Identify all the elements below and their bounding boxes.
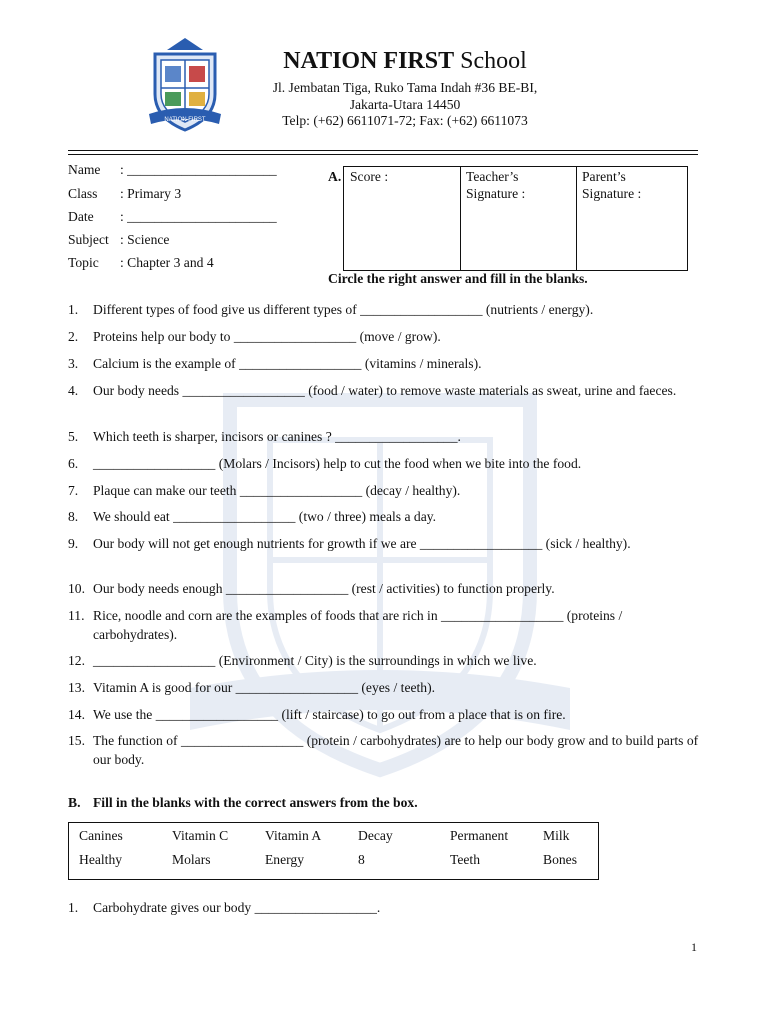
question-text: Plaque can make our teeth __________________ (decay / healthy). <box>93 483 461 498</box>
info-label: Date <box>68 209 94 224</box>
question-item <box>68 300 708 319</box>
word-bank-item: Healthy <box>79 852 123 867</box>
question-item <box>68 606 708 644</box>
header-rule-thin <box>68 154 698 155</box>
word-bank-item: Energy <box>265 852 305 867</box>
question-text: Carbohydrate gives our body __________________. <box>93 900 381 915</box>
score-signature-box <box>343 166 688 271</box>
question-text: Different types of food give us different types of __________________ (nutrients / energy). <box>93 302 594 317</box>
info-value: : Chapter 3 and 4 <box>120 255 214 270</box>
score-box-divider <box>576 167 577 270</box>
question-item <box>68 481 708 500</box>
question-item <box>68 454 708 473</box>
question-item <box>68 731 708 769</box>
question-number: 2. <box>68 329 79 344</box>
section-b-letter: B. <box>68 795 81 810</box>
question-item <box>68 427 708 446</box>
info-value: : ______________________ <box>120 209 277 224</box>
word-bank-item: Vitamin A <box>265 828 322 843</box>
question-text: __________________ (Environment / City) is the surroundings in which we live. <box>93 653 537 668</box>
info-label: Topic <box>68 255 99 270</box>
info-label: Name <box>68 162 101 177</box>
question-number: 11. <box>68 608 85 623</box>
question-number: 13. <box>68 680 85 695</box>
question-item <box>68 898 708 917</box>
question-item <box>68 507 708 526</box>
word-bank-item: Decay <box>358 828 393 843</box>
question-text: Our body will not get enough nutrients for growth if we are __________________ (sick / healthy). <box>93 536 631 551</box>
question-number: 12. <box>68 653 85 668</box>
question-text: Our body needs enough __________________ (rest / activities) to function properly. <box>93 581 555 596</box>
question-item <box>68 705 708 724</box>
question-number: 10. <box>68 581 85 596</box>
question-number: 7. <box>68 483 79 498</box>
info-value: : ______________________ <box>120 162 277 177</box>
question-item <box>68 678 708 697</box>
question-number: 3. <box>68 356 79 371</box>
question-text: Vitamin A is good for our __________________ (eyes / teeth). <box>93 680 436 695</box>
section-a-letter: A. <box>328 169 342 184</box>
score-box-divider <box>460 167 461 270</box>
word-bank-item: 8 <box>358 852 365 867</box>
info-label: Class <box>68 186 98 201</box>
word-bank-item: Teeth <box>450 852 480 867</box>
section-a-instruction: Circle the right answer and fill in the blanks. <box>328 271 588 286</box>
question-number: 1. <box>68 900 79 915</box>
address-line-2: Jakarta-Utara 14450 <box>349 97 461 112</box>
question-text: Proteins help our body to __________________ (move / grow). <box>93 329 441 344</box>
question-item <box>68 651 708 670</box>
question-item <box>68 354 708 373</box>
logo-banner-text: NATION FIRST <box>164 117 206 123</box>
question-number: 15. <box>68 733 85 748</box>
info-value: : Primary 3 <box>120 186 182 201</box>
teacher-signature-label: Teacher’s Signature : <box>466 169 526 201</box>
word-bank-item: Canines <box>79 828 123 843</box>
parent-signature-label: Parent’s Signature : <box>582 169 642 201</box>
question-item <box>68 327 708 346</box>
question-text: Rice, noodle and corn are the examples of foods that are rich in __________________ (proteins / carbohydrates). <box>93 608 623 642</box>
header-rule <box>68 150 698 151</box>
question-number: 4. <box>68 383 79 398</box>
question-number: 1. <box>68 302 79 317</box>
question-text: Calcium is the example of __________________ (vitamins / minerals). <box>93 356 482 371</box>
score-label: Score : <box>350 169 389 184</box>
question-text: We use the __________________ (lift / staircase) to go out from a place that is on fire. <box>93 707 566 722</box>
question-number: 9. <box>68 536 79 551</box>
question-number: 6. <box>68 456 79 471</box>
word-bank-item: Bones <box>543 852 577 867</box>
question-text: Our body needs __________________ (food / water) to remove waste materials as sweat, urine and faeces. <box>93 383 677 398</box>
word-bank-item: Permanent <box>450 828 509 843</box>
word-bank-item: Molars <box>172 852 211 867</box>
word-bank-item: Milk <box>543 828 570 843</box>
address-line-1: Jl. Jembatan Tiga, Ruko Tama Indah #36 BE-BI, <box>272 80 538 95</box>
info-label: Subject <box>68 232 109 247</box>
question-number: 8. <box>68 509 79 524</box>
section-b-instruction: Fill in the blanks with the correct answers from the box. <box>93 795 418 810</box>
school-name: NATION FIRST School <box>283 48 527 74</box>
word-bank-box <box>68 822 599 880</box>
word-bank-item: Vitamin C <box>172 828 229 843</box>
question-text: The function of __________________ (protein / carbohydrates) are to help our body grow and to build parts of our body. <box>93 733 699 767</box>
question-item <box>68 579 708 598</box>
question-number: 5. <box>68 429 79 444</box>
question-text: __________________ (Molars / Incisors) help to cut the food when we bite into the food. <box>93 456 582 471</box>
question-text: We should eat __________________ (two / three) meals a day. <box>93 509 437 524</box>
page-number: 1 <box>691 940 697 954</box>
info-value: : Science <box>120 232 170 247</box>
question-text: Which teeth is sharper, incisors or canines ? __________________. <box>93 429 461 444</box>
question-number: 14. <box>68 707 85 722</box>
contact-line: Telp: (+62) 6611071-72; Fax: (+62) 6611073 <box>282 113 528 128</box>
question-item <box>68 381 708 400</box>
question-item <box>68 534 708 553</box>
